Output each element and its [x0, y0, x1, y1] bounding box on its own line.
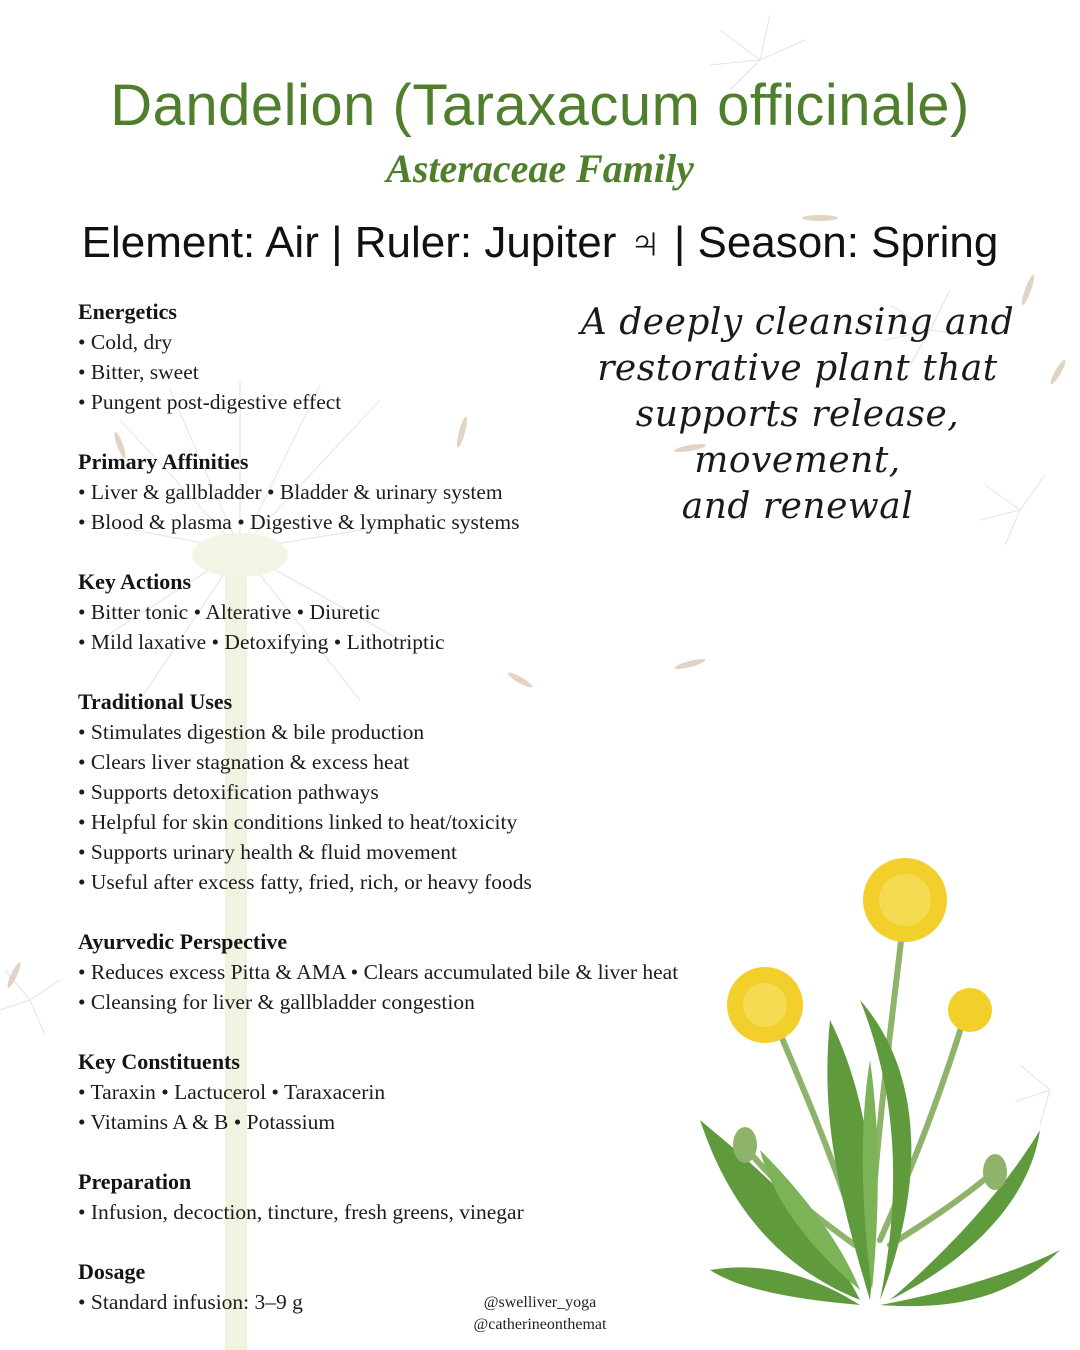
list-item: • Infusion, decoction, tincture, fresh greens, vinegar — [78, 1200, 524, 1224]
section-traditional-uses — [78, 687, 798, 897]
list-item: • Standard infusion: 3–9 g — [78, 1290, 303, 1314]
social-handles — [420, 1292, 660, 1336]
section-heading: Ayurvedic Perspective — [78, 929, 288, 954]
list-item: • Helpful for skin conditions linked to heat/toxicity — [78, 810, 518, 834]
correspondences-line: Element: Air | Ruler: Jupiter ♃ | Season: Spring — [81, 218, 999, 267]
section-heading: Preparation — [78, 1169, 192, 1194]
section-list — [78, 1197, 798, 1227]
section-list — [78, 477, 798, 537]
list-item: • Supports urinary health & fluid movement — [78, 840, 457, 864]
tagline-line: restorative plant that — [597, 348, 998, 389]
list-item: • Bitter, sweet — [78, 360, 199, 384]
list-item: • Cold, dry — [78, 330, 173, 354]
section-preparation — [78, 1167, 798, 1227]
section-key-constituents — [78, 1047, 798, 1137]
section-list — [78, 327, 798, 417]
section-heading: Primary Affinities — [78, 449, 249, 474]
list-item: • Cleansing for liver & gallbladder congestion — [78, 990, 475, 1014]
page-title: Dandelion (Taraxacum officinale) — [110, 73, 970, 138]
list-item: • Blood & plasma • Digestive & lymphatic systems — [78, 510, 520, 534]
section-list — [78, 957, 798, 1017]
list-item: • Mild laxative • Detoxifying • Lithotriptic — [78, 630, 445, 654]
list-item: • Supports detoxification pathways — [78, 780, 379, 804]
list-item: • Bitter tonic • Alterative • Diuretic — [78, 600, 380, 624]
section-energetics — [78, 297, 798, 417]
section-ayurvedic-perspective — [78, 927, 798, 1017]
list-item: • Liver & gallbladder • Bladder & urinary system — [78, 480, 503, 504]
handle-swelliver: @swelliver_yoga — [483, 1294, 597, 1311]
section-heading: Dosage — [78, 1259, 146, 1284]
tagline-line: A deeply cleansing and — [580, 302, 1015, 343]
section-primary-affinities — [78, 447, 798, 537]
plant-family: Asteraceae Family — [386, 146, 694, 191]
section-list — [78, 597, 798, 657]
list-item: • Taraxin • Lactucerol • Taraxacerin — [78, 1080, 386, 1104]
monograph-sections — [78, 297, 798, 1347]
section-key-actions — [78, 567, 798, 657]
list-item: • Vitamins A & B • Potassium — [78, 1110, 336, 1134]
section-heading: Key Constituents — [78, 1049, 240, 1074]
handle-catherine: @catherineonthemat — [473, 1316, 607, 1333]
tagline-line: and renewal — [681, 486, 914, 527]
list-item: • Clears liver stagnation & excess heat — [78, 750, 410, 774]
list-item: • Pungent post-digestive effect — [78, 390, 342, 414]
tagline-line: supports release, movement, — [635, 394, 960, 481]
section-list — [78, 1077, 798, 1137]
section-heading: Key Actions — [78, 569, 192, 594]
section-list — [78, 717, 798, 897]
list-item: • Useful after excess fatty, fried, rich, or heavy foods — [78, 870, 532, 894]
section-heading: Energetics — [78, 299, 177, 324]
list-item: • Reduces excess Pitta & AMA • Clears accumulated bile & liver heat — [78, 960, 679, 984]
section-heading: Traditional Uses — [78, 689, 233, 714]
list-item: • Stimulates digestion & bile production — [78, 720, 425, 744]
